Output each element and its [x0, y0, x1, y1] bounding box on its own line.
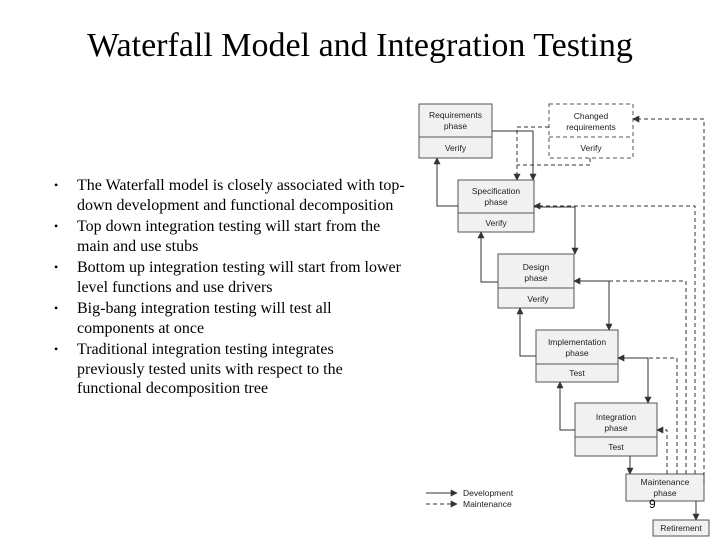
- requirements-phase-label: Requirements: [429, 110, 482, 120]
- bullet-text: Bottom up integration testing will start from lower level functions and use drivers: [77, 259, 401, 296]
- integration-test-label: Test: [608, 442, 624, 452]
- bullet-marker: •: [54, 301, 59, 315]
- implementation-phase-label: phase: [565, 348, 589, 358]
- changed-requirements-box: [549, 104, 633, 158]
- slide-title: Waterfall Model and Integration Testing: [87, 27, 633, 64]
- diagram-legend: [426, 488, 514, 509]
- feedback-arrow-design-to-spec: [481, 232, 498, 282]
- bullet-text: The Waterfall model is closely associated with top-down development and functional decomposition: [77, 177, 405, 214]
- requirements-phase-label: phase: [443, 121, 468, 131]
- changed-verify-label: Verify: [580, 143, 602, 153]
- specification-phase-label: phase: [484, 197, 508, 207]
- design-phase-box: [498, 254, 574, 308]
- specification-verify-label: Verify: [485, 218, 507, 228]
- dev-arrow-req-to-spec: [492, 131, 533, 180]
- changed-requirements-label: Changed: [573, 111, 609, 121]
- maintenance-phase-label: Maintenance: [640, 477, 690, 487]
- bullet-marker: •: [54, 342, 59, 356]
- dev-arrow-design-to-impl: [574, 281, 609, 330]
- requirements-verify-label: Verify: [444, 143, 467, 153]
- specification-phase-box: [458, 180, 534, 232]
- implementation-phase-box: [536, 330, 618, 382]
- changed-requirements-label: requirements: [566, 122, 616, 132]
- maintenance-phase-label: phase: [653, 488, 677, 498]
- integration-phase-label: Integration: [595, 412, 637, 422]
- feedback-arrow-impl-to-design: [520, 308, 536, 356]
- bullet-marker: •: [54, 219, 59, 233]
- legend-maintenance-label: Maintenance: [463, 499, 512, 509]
- design-verify-label: Verify: [527, 294, 549, 304]
- bullet-text: Traditional integration testing integrates previously tested units with respect to the functional decomposition tree: [77, 341, 343, 397]
- integration-phase-box: [575, 403, 657, 456]
- retirement-label: Retirement: [660, 523, 702, 533]
- maint-arrow-verify-link: [517, 158, 590, 165]
- retirement-box: [653, 520, 709, 536]
- bullet-marker: •: [54, 260, 59, 274]
- dev-arrow-impl-to-integ: [618, 358, 648, 403]
- maint-arrow-to-integ: [657, 430, 667, 474]
- design-phase-label: phase: [524, 273, 548, 283]
- feedback-arrow-integ-to-impl: [560, 382, 575, 430]
- legend-development-label: Development: [463, 488, 514, 498]
- bullet-text: Big-bang integration testing will test all components at once: [77, 300, 332, 337]
- requirements-phase-box: [419, 104, 492, 158]
- design-phase-label: Design: [522, 262, 550, 272]
- bullet-marker: •: [54, 178, 59, 192]
- bullet-text: Top down integration testing will start from the main and use stubs: [77, 218, 381, 255]
- specification-phase-label: Specification: [471, 186, 521, 196]
- maintenance-phase-box: [626, 474, 704, 501]
- feedback-arrow-spec-to-req: [437, 158, 458, 206]
- implementation-test-label: Test: [569, 368, 585, 378]
- slide-page-number: 9: [649, 497, 656, 511]
- dev-arrow-spec-to-design: [534, 207, 575, 254]
- integration-phase-label: phase: [604, 423, 628, 433]
- implementation-phase-label: Implementation: [547, 337, 607, 347]
